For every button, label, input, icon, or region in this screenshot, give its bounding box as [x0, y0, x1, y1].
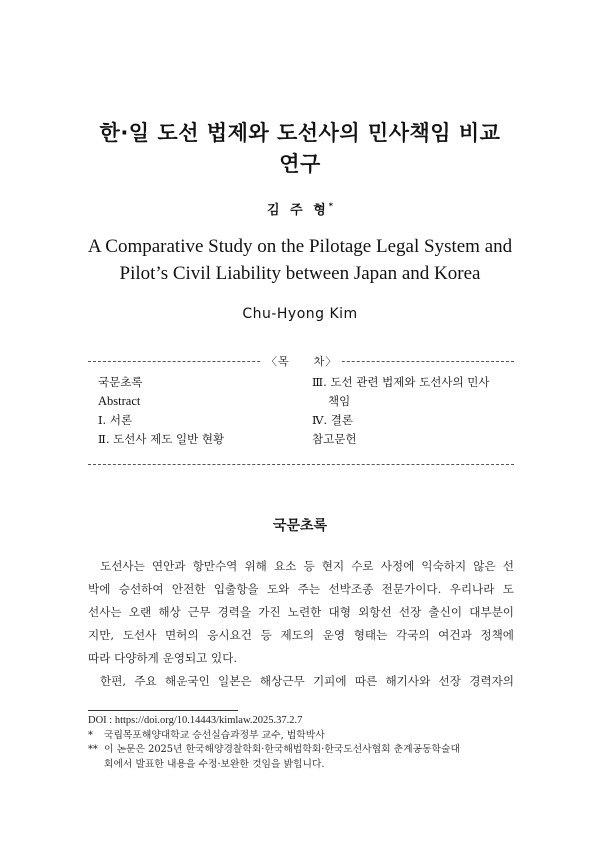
- footnote-1-mark: *: [88, 729, 93, 741]
- paragraph-line: 지만, 도선사 면허의 응시요건 등 제도의 운영 형태는 각국의 여건과 정책에: [88, 628, 514, 642]
- doi-line: DOI : https://doi.org/10.14443/kimlaw.2025.37.2.7: [88, 715, 303, 726]
- paragraph-line: 박에 승선하여 안전한 입출항을 도와 주는 선박조종 전문가이다. 우리나라 도: [88, 582, 514, 596]
- toc-item: Ⅳ. 결론: [312, 413, 354, 427]
- footnotes: [88, 714, 518, 772]
- footnote-divider: [88, 710, 238, 711]
- footnote-2-continuation: 회에서 발표한 내용을 수정·보완한 것임을 밝힙니다.: [104, 758, 325, 770]
- footnote-2-mark: **: [88, 744, 98, 755]
- author-footnote-mark: *: [328, 201, 333, 211]
- section-title: 국문초록: [272, 518, 328, 534]
- paragraph-line: 한편, 주요 해운국인 일본은 해상근무 기피에 따른 해기사와 선장 경력자의: [100, 674, 514, 688]
- toc-item: Ⅲ. 도선 관련 법제와 도선사의 민사: [312, 375, 490, 389]
- paragraph-line: 선사는 오랜 해상 근무 경력을 가진 노련한 대형 외항선 선장 출신이 대부분이: [88, 605, 514, 619]
- toc-item: Ⅰ. 서론: [98, 413, 133, 427]
- korean-title-line-1: 한·일 도선 법제와 도선사의 민사책임 비교: [99, 121, 501, 145]
- english-title-line-1: A Comparative Study on the Pilotage Legal System and: [87, 236, 513, 257]
- paragraph-line: 따라 다양하게 운영되고 있다.: [88, 651, 238, 665]
- footnote-2: [88, 743, 518, 758]
- abstract-body: [88, 555, 514, 693]
- english-title-line-2: Pilot’s Civil Liability between Japan and Korea: [119, 263, 481, 284]
- toc-left-column: [98, 373, 224, 449]
- toc-right-column: [312, 373, 512, 449]
- toc-item: 국문초록: [98, 375, 143, 389]
- table-of-contents: [88, 355, 514, 465]
- korean-title-line-2: 연구: [279, 152, 321, 176]
- paragraph-line: 도선사는 연안과 항만수역 위해 요소 등 현지 수로 사정에 익숙하지 않은 선: [100, 559, 514, 573]
- footnote-1: [88, 729, 518, 744]
- author-name-text: 김 주 형: [267, 203, 329, 218]
- footnote-1-text: 국립목포해양대학교 승선실습과정부 교수, 법학박사: [104, 729, 325, 741]
- toc-heading: 〈목 차〉: [262, 353, 341, 369]
- english-author-name: Chu-Hyong Kim: [242, 306, 358, 322]
- toc-item: Ⅱ. 도선사 제도 일반 현황: [98, 432, 225, 446]
- toc-item: 참고문헌: [312, 432, 357, 446]
- toc-item: Abstract: [98, 394, 141, 408]
- toc-item-continuation: 책임: [328, 394, 351, 408]
- author-name: [0, 199, 600, 218]
- footnote-2-text: 이 논문은 2025년 한국해양경찰학회·한국해법학회·한국도선사협회 춘계공동학술대: [104, 744, 460, 755]
